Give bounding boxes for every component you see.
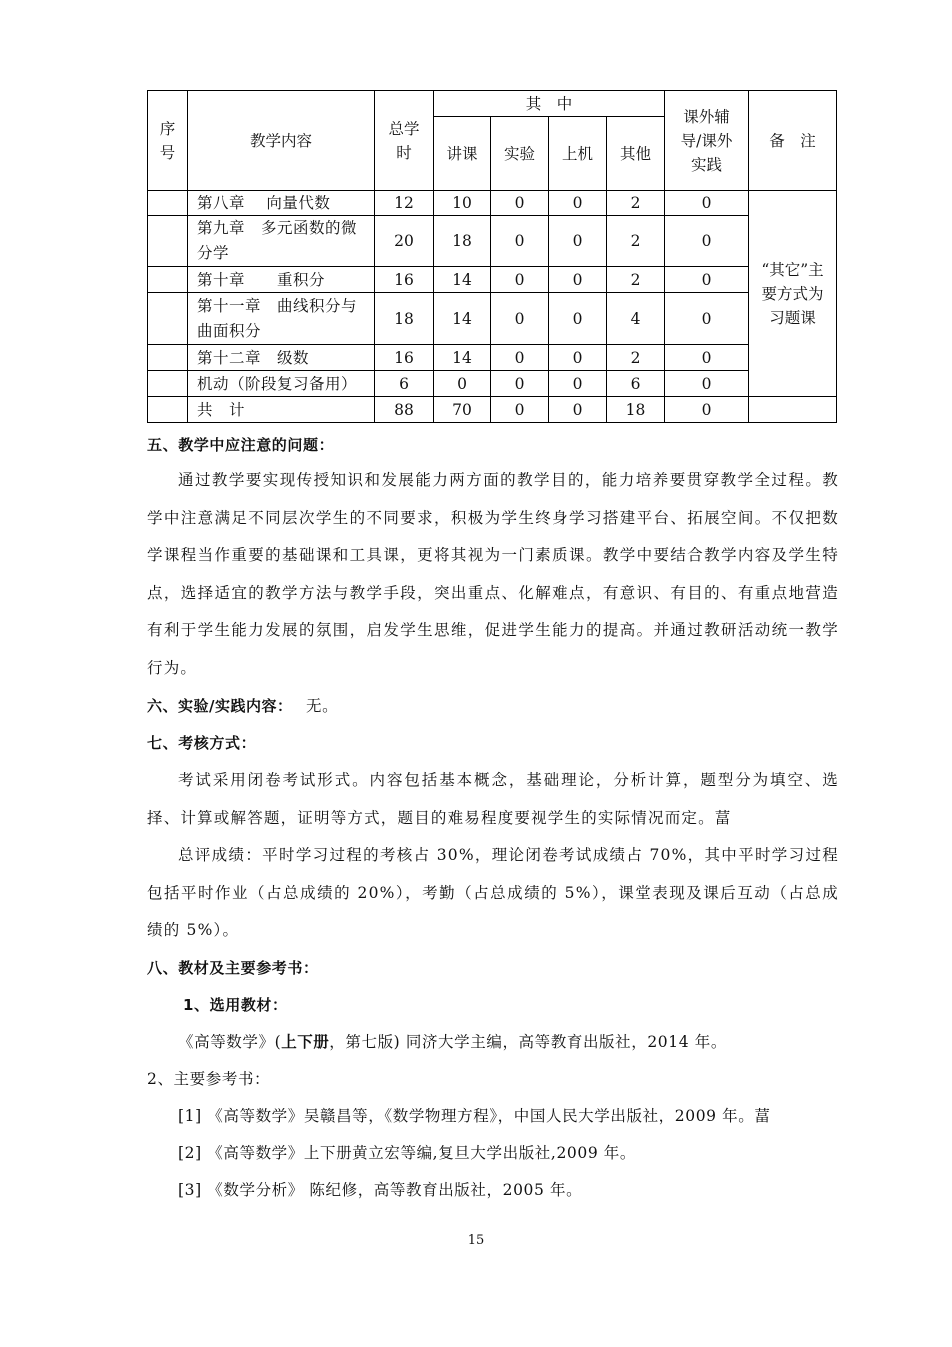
cell-computer: 0 xyxy=(549,216,607,267)
cell-outside: 0 xyxy=(665,216,749,267)
header-lecture: 讲课 xyxy=(434,117,491,191)
teaching-hours-table xyxy=(147,90,837,423)
reference-item: [3] 《数学分析》 陈纪修，高等教育出版社，2005 年。 xyxy=(178,1181,583,1199)
cell-seq xyxy=(148,371,188,397)
cell-computer: 0 xyxy=(549,293,607,345)
section-heading: 五、教学中应注意的问题： xyxy=(147,436,335,454)
cell-experiment: 0 xyxy=(491,191,549,216)
cell-remark xyxy=(749,397,837,423)
header-total-hours: 总学时 xyxy=(375,91,434,191)
cell-content: 第十章 重积分 xyxy=(188,267,375,293)
section-value: 无。 xyxy=(306,697,339,715)
cell-content: 共 计 xyxy=(188,397,375,423)
cell-seq xyxy=(148,216,188,267)
section-textbooks xyxy=(147,950,839,1209)
cell-seq xyxy=(148,345,188,371)
table-row xyxy=(148,293,837,345)
cell-lecture: 14 xyxy=(434,345,491,371)
textbook-volume: 上下册 xyxy=(281,1033,330,1051)
cell-computer: 0 xyxy=(549,345,607,371)
paragraph: 总评成绩：平时学习过程的考核占 30%，理论闭卷考试成绩占 70%，其中平时学习过程包括平时作业（占总成绩的 20%），考勤（占总成绩的 5%），课堂表现及课后互动（占总成绩的 5%）。 xyxy=(147,846,839,939)
cell-computer: 0 xyxy=(549,397,607,423)
cell-seq xyxy=(148,397,188,423)
header-outside-practice: 课外辅导/课外实践 xyxy=(665,91,749,191)
cell-experiment: 0 xyxy=(491,293,549,345)
section-experiment xyxy=(147,688,839,725)
cell-remark-merged: “其它”主要方式为习题课 xyxy=(749,191,837,397)
table-row xyxy=(148,371,837,397)
cell-total: 16 xyxy=(375,345,434,371)
cell-content: 第九章 多元函数的微分学 xyxy=(188,216,375,267)
cell-content: 机动（阶段复习备用） xyxy=(188,371,375,397)
reference-item: [1] 《高等数学》吴赣昌等，《数学物理方程》，中国人民大学出版社，2009 年。葍 xyxy=(178,1107,771,1125)
cell-computer: 0 xyxy=(549,267,607,293)
cell-outside: 0 xyxy=(665,371,749,397)
textbook-title: 《高等数学》( xyxy=(178,1033,282,1051)
header-experiment: 实验 xyxy=(491,117,549,191)
cell-other: 2 xyxy=(607,216,665,267)
header-remark: 备 注 xyxy=(749,91,837,191)
cell-experiment: 0 xyxy=(491,397,549,423)
cell-total: 88 xyxy=(375,397,434,423)
cell-other: 18 xyxy=(607,397,665,423)
cell-content: 第十二章 级数 xyxy=(188,345,375,371)
header-among: 其 中 xyxy=(434,91,665,117)
cell-computer: 0 xyxy=(549,371,607,397)
cell-lecture: 70 xyxy=(434,397,491,423)
section-teaching-notes xyxy=(147,430,839,687)
section-heading: 八、教材及主要参考书： xyxy=(147,959,319,977)
subheading-references: 2、主要参考书： xyxy=(147,1070,271,1088)
section-heading: 七、考核方式： xyxy=(147,734,257,752)
cell-total: 16 xyxy=(375,267,434,293)
cell-other: 2 xyxy=(607,345,665,371)
header-other: 其他 xyxy=(607,117,665,191)
cell-lecture: 10 xyxy=(434,191,491,216)
cell-lecture: 18 xyxy=(434,216,491,267)
cell-lecture: 0 xyxy=(434,371,491,397)
header-seq: 序号 xyxy=(148,91,188,191)
cell-seq xyxy=(148,191,188,216)
cell-total: 6 xyxy=(375,371,434,397)
section-assessment xyxy=(147,725,839,950)
cell-experiment: 0 xyxy=(491,345,549,371)
cell-seq xyxy=(148,293,188,345)
cell-seq xyxy=(148,267,188,293)
cell-other: 2 xyxy=(607,267,665,293)
cell-lecture: 14 xyxy=(434,293,491,345)
cell-other: 4 xyxy=(607,293,665,345)
cell-other: 6 xyxy=(607,371,665,397)
cell-content: 第十一章 曲线积分与曲面积分 xyxy=(188,293,375,345)
cell-computer: 0 xyxy=(549,191,607,216)
cell-total: 12 xyxy=(375,191,434,216)
subheading-textbook: 1、选用教材： xyxy=(183,996,288,1014)
paragraph: 考试采用闭卷考试形式。内容包括基本概念，基础理论，分析计算，题型分为填空、选择、计算或解答题，证明等方式，题目的难易程度要视学生的实际情况而定。葍 xyxy=(147,771,839,827)
cell-experiment: 0 xyxy=(491,371,549,397)
header-content: 教学内容 xyxy=(188,91,375,191)
table-row xyxy=(148,345,837,371)
cell-outside: 0 xyxy=(665,267,749,293)
table-row xyxy=(148,267,837,293)
table-total-row xyxy=(148,397,837,423)
section-heading: 六、实验/实践内容： xyxy=(147,697,293,715)
table-row xyxy=(148,216,837,267)
table-row xyxy=(148,191,837,216)
textbook-entry xyxy=(147,1024,839,1061)
cell-content: 第八章 向量代数 xyxy=(188,191,375,216)
cell-total: 18 xyxy=(375,293,434,345)
page-number: 15 xyxy=(467,1233,485,1248)
cell-other: 2 xyxy=(607,191,665,216)
paragraph: 通过教学要实现传授知识和发展能力两方面的教学目的，能力培养要贯穿教学全过程。教学中注意满足不同层次学生的不同要求，积极为学生终身学习搭建平台、拓展空间。不仅把数学课程当作重要的基础课和工具课，更将其视为一门素质课。教学中要结合教学内容及学生特点，选择适宜的教学方法与教学手段，突出重点、化解难点，有意识、有目的、有重点地营造有利于学生能力发展的氛围，启发学生思维，促进学生能力的提高。并通过教研活动统一教学行为。 xyxy=(147,471,839,677)
cell-outside: 0 xyxy=(665,293,749,345)
cell-total: 20 xyxy=(375,216,434,267)
textbook-details: ，第七版) 同济大学主编，高等教育出版社，2014 年。 xyxy=(329,1033,727,1051)
cell-outside: 0 xyxy=(665,397,749,423)
cell-lecture: 14 xyxy=(434,267,491,293)
cell-outside: 0 xyxy=(665,345,749,371)
cell-outside: 0 xyxy=(665,191,749,216)
reference-item: [2] 《高等数学》上下册黄立宏等编,复旦大学出版社,2009 年。 xyxy=(178,1144,637,1162)
header-computer: 上机 xyxy=(549,117,607,191)
cell-experiment: 0 xyxy=(491,267,549,293)
cell-experiment: 0 xyxy=(491,216,549,267)
